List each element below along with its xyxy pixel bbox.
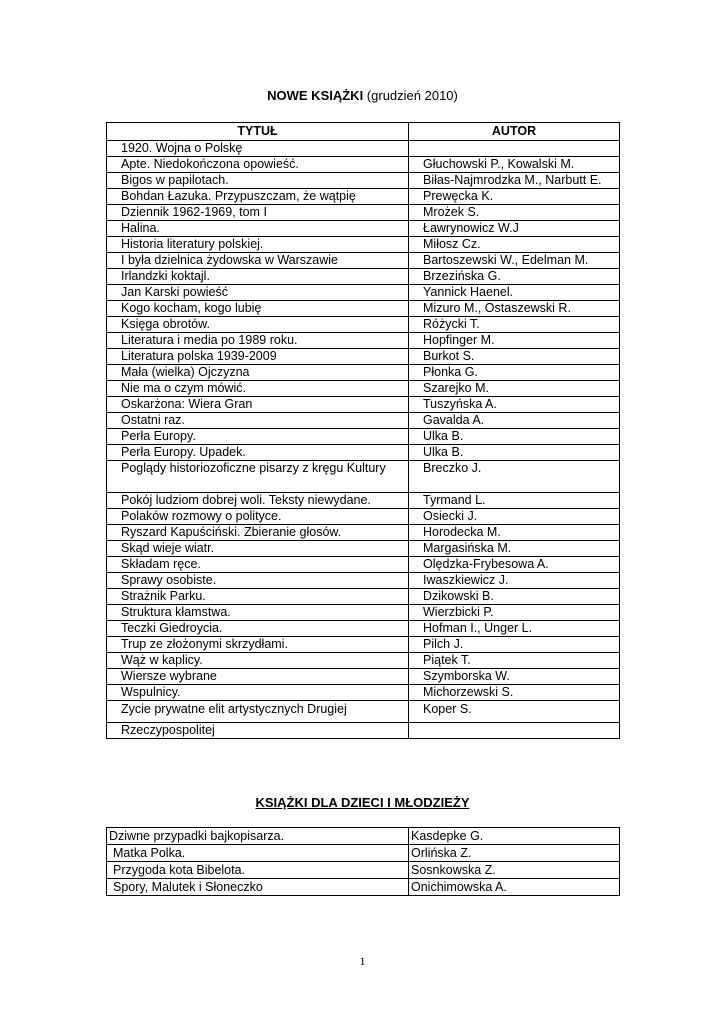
column-header-title: TYTUŁ (107, 123, 409, 141)
table-row (107, 349, 620, 365)
book-author: Ulka B. (409, 429, 620, 445)
book-author: Biłas-Najmrodzka M., Narbutt E. (409, 173, 620, 189)
page-number: 1 (359, 954, 366, 968)
book-title: Składam ręce. (107, 557, 409, 573)
book-author: Mizuro M., Ostaszewski R. (409, 301, 620, 317)
table-row (107, 557, 620, 573)
book-title: Nie ma o czym mówić. (107, 381, 409, 397)
table-row (107, 413, 620, 429)
kids-book-author: Kasdepke G. (409, 828, 620, 845)
kids-book-title: Matka Polka. (107, 845, 409, 862)
book-author (409, 141, 620, 157)
table-row (107, 189, 620, 205)
table-row (107, 828, 620, 845)
table-row (107, 669, 620, 685)
table-row (107, 589, 620, 605)
page-heading (0, 87, 725, 105)
book-author: Szarejko M. (409, 381, 620, 397)
table-row (107, 879, 620, 896)
book-title: Literatura i media po 1989 roku. (107, 333, 409, 349)
column-header-author: AUTOR (409, 123, 620, 141)
book-title: Perła Europy. Upadek. (107, 445, 409, 461)
table-row (107, 862, 620, 879)
table-row (107, 269, 620, 285)
kids-book-title: Przygoda kota Bibelota. (107, 862, 409, 879)
book-author: Breczko J. (409, 461, 620, 493)
book-author: Osiecki J. (409, 509, 620, 525)
book-author: Miłosz Cz. (409, 237, 620, 253)
book-author: Tuszyńska A. (409, 397, 620, 413)
table-row (107, 285, 620, 301)
book-author: Mrożek S. (409, 205, 620, 221)
book-author: Margasińska M. (409, 541, 620, 557)
book-author: Tyrmand L. (409, 493, 620, 509)
book-title: Historia literatury polskiej. (107, 237, 409, 253)
new-books-table (106, 122, 620, 739)
book-author: Gavalda A. (409, 413, 620, 429)
book-author: Piątek T. (409, 653, 620, 669)
book-title: Dziennik 1962-1969, tom I (107, 205, 409, 221)
book-author: Ławrynowicz W.J (409, 221, 620, 237)
table-row (107, 509, 620, 525)
book-author: Yannick Haenel. (409, 285, 620, 301)
book-title: Strażnik Parku. (107, 589, 409, 605)
book-title: Mała (wielka) Ojczyzna (107, 365, 409, 381)
book-author: Dzikowski B. (409, 589, 620, 605)
kids-book-title: Spory, Malutek i Słoneczko (107, 879, 409, 896)
kids-book-title: Dziwne przypadki bajkopisarza. (107, 828, 409, 845)
table-row (107, 845, 620, 862)
table-row (107, 301, 620, 317)
book-author: Głuchowski P., Kowalski M. (409, 157, 620, 173)
book-title: Halina. (107, 221, 409, 237)
book-title: Rzeczypospolitej (107, 723, 409, 739)
book-author: Iwaszkiewicz J. (409, 573, 620, 589)
book-title: Pokój ludziom dobrej woli. Teksty niewydane. (107, 493, 409, 509)
kids-books-table (106, 827, 620, 896)
book-title: Trup ze złożonymi skrzydłami. (107, 637, 409, 653)
book-title: I była dzielnica żydowska w Warszawie (107, 253, 409, 269)
book-author: Hopfinger M. (409, 333, 620, 349)
table-row (107, 429, 620, 445)
book-author: Wierzbicki P. (409, 605, 620, 621)
table-row (107, 701, 620, 723)
table-row (107, 573, 620, 589)
book-author: Koper S. (409, 701, 620, 723)
table-row (107, 653, 620, 669)
book-author: Prewęcka K. (409, 189, 620, 205)
table-row (107, 173, 620, 189)
book-author: Horodecka M. (409, 525, 620, 541)
table-row (107, 317, 620, 333)
table-row (107, 461, 620, 493)
table-row (107, 493, 620, 509)
table-header-row (107, 123, 620, 141)
book-title: Kogo kocham, kogo lubię (107, 301, 409, 317)
book-title: Ostatni raz. (107, 413, 409, 429)
book-title: Sprawy osobiste. (107, 573, 409, 589)
book-title: Wąż w kaplicy. (107, 653, 409, 669)
table-row (107, 141, 620, 157)
book-author: Ulka B. (409, 445, 620, 461)
book-title: Bigos w papilotach. (107, 173, 409, 189)
kids-book-author: Onichimowska A. (409, 879, 620, 896)
book-author: Olędzka-Frybesowa A. (409, 557, 620, 573)
book-author: Brzezińska G. (409, 269, 620, 285)
book-title: Bohdan Łazuka. Przypuszczam, że wątpię (107, 189, 409, 205)
table-row (107, 381, 620, 397)
book-title: 1920. Wojna o Polskę (107, 141, 409, 157)
book-title: Apte. Niedokończona opowieść. (107, 157, 409, 173)
book-title: Struktura kłamstwa. (107, 605, 409, 621)
book-author: Bartoszewski W., Edelman M. (409, 253, 620, 269)
table-row (107, 541, 620, 557)
table-row (107, 237, 620, 253)
table-row (107, 621, 620, 637)
book-author: Płonka G. (409, 365, 620, 381)
book-author: Szymborska W. (409, 669, 620, 685)
book-title: Skąd wieje wiatr. (107, 541, 409, 557)
book-title: Polaków rozmowy o polityce. (107, 509, 409, 525)
table-row (107, 365, 620, 381)
kids-book-author: Sosnkowska Z. (409, 862, 620, 879)
kids-book-author: Orlińska Z. (409, 845, 620, 862)
book-author: Michorzewski S. (409, 685, 620, 701)
table-row (107, 397, 620, 413)
book-author (409, 723, 620, 739)
table-row (107, 637, 620, 653)
table-row (107, 221, 620, 237)
book-author: Różycki T. (409, 317, 620, 333)
book-author: Burkot S. (409, 349, 620, 365)
book-title: Jan Karski powieść (107, 285, 409, 301)
table-row (107, 253, 620, 269)
book-title: Wiersze wybrane (107, 669, 409, 685)
book-author: Pilch J. (409, 637, 620, 653)
book-title: Wspulnicy. (107, 685, 409, 701)
table-row (107, 445, 620, 461)
table-row (107, 525, 620, 541)
book-title: Oskarżona: Wiera Gran (107, 397, 409, 413)
table-row (107, 157, 620, 173)
heading-date: (grudzień 2010) (363, 88, 458, 103)
book-author: Hofman I., Unger L. (409, 621, 620, 637)
table-row (107, 205, 620, 221)
book-title: Poglądy historiozoficzne pisarzy z kręgu Kultury (107, 461, 409, 493)
table-row (107, 685, 620, 701)
book-title: Zycie prywatne elit artystycznych Drugiej (107, 701, 409, 723)
book-title: Teczki Giedroycia. (107, 621, 409, 637)
table-row (107, 333, 620, 349)
book-title: Irlandzki koktajl. (107, 269, 409, 285)
heading-bold: NOWE KSIĄŻKI (267, 88, 364, 103)
table-row (107, 723, 620, 739)
kids-heading: KSIĄŻKI DLA DZIECI I MŁODZIEŻY (255, 795, 470, 810)
book-title: Perła Europy. (107, 429, 409, 445)
table-row (107, 605, 620, 621)
book-title: Literatura polska 1939-2009 (107, 349, 409, 365)
book-title: Księga obrotów. (107, 317, 409, 333)
book-title: Ryszard Kapuściński. Zbieranie głosów. (107, 525, 409, 541)
